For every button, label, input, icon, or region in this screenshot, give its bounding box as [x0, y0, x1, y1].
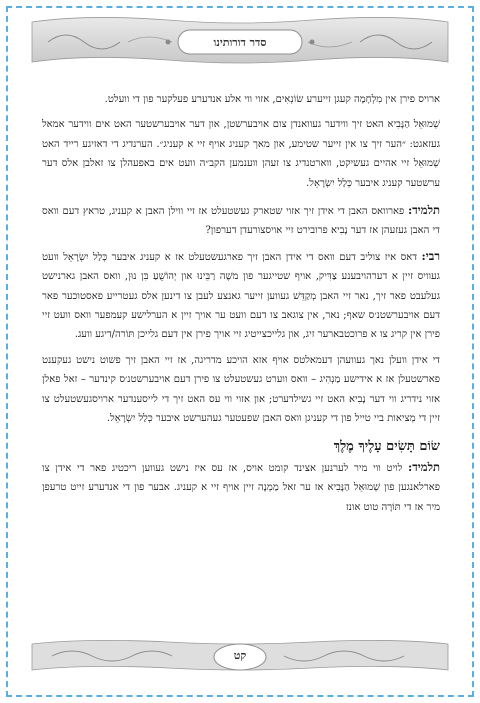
speaker-label-rebbe: רבי: [421, 248, 440, 263]
page-header [28, 12, 452, 70]
speaker-label-student: תלמיד: [407, 203, 440, 218]
section-heading: שׂוֹם תָּשִׂים עָלֶיךָ מֶלֶךְ [333, 438, 440, 454]
page-number: קט [233, 649, 247, 662]
paragraph-4-text: דאס איז צוליב דעם וואס די אידן האבן זיך פארגעשטעלט אז א קעניג איבער כְּלַל יִשְׂרָאֵל וועט געוויס זיין א דערהויבענע צַדִּיק, אויף שטייגער פון משֶׁה רַבֵּינוּ און יְהוֹשֻׁעַ בִּן נוּן, וואס האבן גארנישט געלעבט פאר זיך, נאר זיי האבן מְקַדֵּשׁ געווען זייער גאנצע לעבן צו דינען אלס געטרייע פאסטוכער פאר דעם אויבערשטנ׳ס שאף; נאר, אין צוגאב צו דעם וועט ער אויך זיין א הערלישע קעמפער וואס וועט זיי פירן אין קריג צו א פרוכטבארער זיג, און גלייכצייטיג זיי אויך פירן אין דעם גלייכן תּוֹרה/דיגע וועג. [42, 251, 440, 341]
page-body [42, 90, 440, 523]
page-footer [28, 636, 452, 678]
paragraph-3 [42, 201, 440, 241]
paragraph-5: די אידן וועלן נאך געוועהן דעמאלטס אויף אזא הויכע מדריגה, אז זיי האבן זיך פשוט נישט געקענט פארשטעלן אז א אידישע מַנְהִיג – וואס ווערט געשטעלט צו פירן דעם אויבערשטנ׳ס קינדער – זאל פאלן אזוי נידריג ווי דער נָבִיא האט זיי גשילדערט; און אזוי ווי עס האט זיך די לייסענדער ארויסגעשטעלט צו זיין די מְציאות ביי טייל פון די קעניגן וואס האבן שפעטער געהערשט איבער כְּלַל יִשְׂרָאֵל. [42, 354, 440, 425]
paragraph-1: ארויס פירן אין מִלְחָמָה קעגן זייערע שׂוֹנְאִים, אזוי ווי אלע אנדערע פעלקער פון די וועלט. [104, 94, 440, 105]
running-title: סדר דורותינו [213, 36, 267, 49]
paragraph-6-text: לויט ווי מיר לערנען אצינד קומט אויס, אז עס איז נישט געווען ריכטיג פאר די אידן צו פארלאנגען פון שְׁמוּאֵל הַנָּבִיא אז ער זאל מַמְנֶה זיין אויף זיי א קעניג. אבער פון די אנדערע זייט טרעפן מיר אז די תּוֹרָה טוט אונז [42, 462, 440, 513]
paragraph-6 [42, 458, 440, 517]
speaker-label-student-2: תלמיד: [407, 459, 440, 474]
paragraph-4 [42, 247, 440, 345]
paragraph-3-text: פארוואס האבן די אידן זיך אזוי שטארק געשטעלט אז זיי ווילן האבן א קעניג, טראץ דעם וואס די האבן געזעהן אז דער נָבִיא פרובירט זיי אויסצורעדן דערפון? [42, 206, 440, 237]
paragraph-2: שְׁמוּאֵל הַנָּבִיא האט זיך ווידער געוואנדן צום אויבערשטן, און דער אויבערשטער האט אים ווידער אמאל געזאגט: ״הער זיך צו אין זייער שטימע, און מאך קעניג אויף זיי א קעניג״. הערנדיג די דאזיגע רייד האט שְׁמוּאֵל זיי אהיים געשיקט, ווארטנדיג צו זעהן ווענמען הקב״ה וועט אים באפעהלן צו זאלבן אלס דער ערשטער קעניג איבער כְּלַל יִשְׂרָאֵל. [42, 119, 440, 189]
